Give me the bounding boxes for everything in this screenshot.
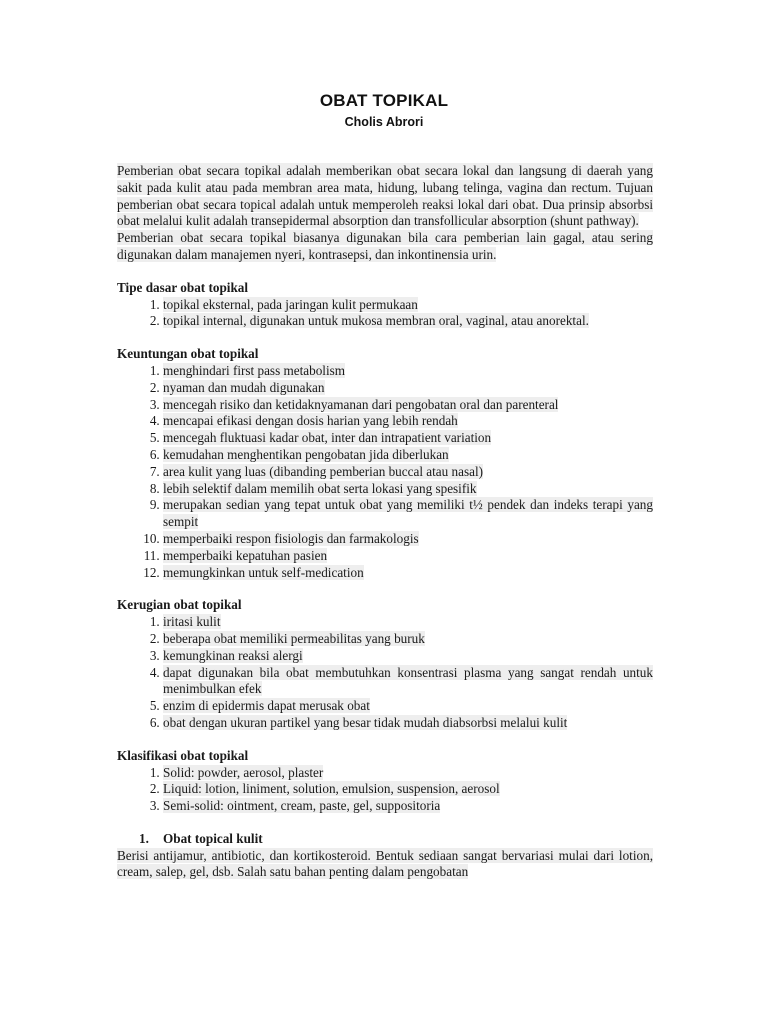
list-item: 9. merupakan sedian yang tepat untuk obat yang memiliki t½ pendek dan indeks terapi yang sempit — [163, 497, 653, 531]
list-item: 2. Liquid: lotion, liniment, solution, emulsion, suspension, aerosol — [163, 781, 653, 798]
list-item: 5. mencegah fluktuasi kadar obat, inter dan intrapatient variation — [163, 430, 653, 447]
list-item: 8. lebih selektif dalam memilih obat serta lokasi yang spesifik — [163, 481, 653, 498]
list-kerugian — [117, 614, 653, 732]
list-item: 1. Solid: powder, aerosol, plaster — [163, 765, 653, 782]
list-item: 1. iritasi kulit — [163, 614, 653, 631]
list-item: 3. mencegah risiko dan ketidaknyamanan dari pengobatan oral dan parenteral — [163, 397, 653, 414]
list-klasifikasi — [117, 765, 653, 815]
list-item: 2. beberapa obat memiliki permeabilitas yang buruk — [163, 631, 653, 648]
list-item: 2. topikal internal, digunakan untuk mukosa membran oral, vaginal, atau anorektal. — [163, 313, 653, 330]
subsection-heading — [117, 831, 653, 848]
list-item: 1. menghindari first pass metabolism — [163, 363, 653, 380]
document-title: OBAT TOPIKAL — [319, 91, 449, 110]
subsection-paragraph: Berisi antijamur, antibiotic, dan kortikosteroid. Bentuk sediaan sangat bervariasi mulai dari lotion, cream, salep, gel, dsb. Salah satu bahan penting dalam pengobatan — [117, 847, 653, 880]
subsection-number: 1. — [139, 830, 149, 846]
list-item: 10. memperbaiki respon fisiologis dan farmakologis — [163, 531, 653, 548]
section-heading-klasifikasi: Klasifikasi obat topikal — [117, 747, 249, 763]
list-item: 6. obat dengan ukuran partikel yang besar tidak mudah diabsorbsi melalui kulit — [163, 715, 653, 732]
list-item: 3. kemungkinan reaksi alergi — [163, 648, 653, 665]
list-tipe — [117, 297, 653, 331]
intro-paragraph: Pemberian obat secara topikal biasanya digunakan bila cara pemberian lain gagal, atau sering digunakan dalam manajemen nyeri, kontrasepsi, dan inkontinensia urin. — [117, 230, 653, 262]
document-author: Cholis Abrori — [344, 115, 424, 129]
list-item: 3. Semi-solid: ointment, cream, paste, gel, suppositoria — [163, 798, 653, 815]
list-item: 11. memperbaiki kepatuhan pasien — [163, 548, 653, 565]
list-keuntungan — [117, 363, 653, 581]
section-heading-tipe: Tipe dasar obat topikal — [117, 279, 249, 295]
list-item: 7. area kulit yang luas (dibanding pemberian buccal atau nasal) — [163, 464, 653, 481]
section-heading-keuntungan: Keuntungan obat topikal — [117, 346, 259, 362]
list-item: 2. nyaman dan mudah digunakan — [163, 380, 653, 397]
list-item: 12. memungkinkan untuk self-medication — [163, 565, 653, 582]
list-item: 4. mencapai efikasi dengan dosis harian yang lebih rendah — [163, 413, 653, 430]
list-item: 5. enzim di epidermis dapat merusak obat — [163, 698, 653, 715]
section-heading-kerugian: Kerugian obat topikal — [117, 597, 242, 613]
intro-paragraph: Pemberian obat secara topikal adalah memberikan obat secara lokal dan langsung di daerah yang sakit pada kulit atau pada membran area mata, hidung, lubang telinga, vagina dan rectum. Tujuan pemberian obat secara topical adalah untuk memperoleh reaksi lokal dari obat. Dua prinsip absorbsi obat melalui kulit adalah transepidermal absorption dan transfollicular absorption (shunt pathway). — [117, 163, 653, 229]
document-body — [117, 163, 653, 881]
subsection-title: Obat topical kulit — [163, 830, 263, 846]
list-item: 4. dapat digunakan bila obat membutuhkan konsentrasi plasma yang sangat rendah untuk menimbulkan efek — [163, 665, 653, 699]
list-item: 6. kemudahan menghentikan pengobatan jida diberlukan — [163, 447, 653, 464]
list-item: 1. topikal eksternal, pada jaringan kulit permukaan — [163, 297, 653, 314]
